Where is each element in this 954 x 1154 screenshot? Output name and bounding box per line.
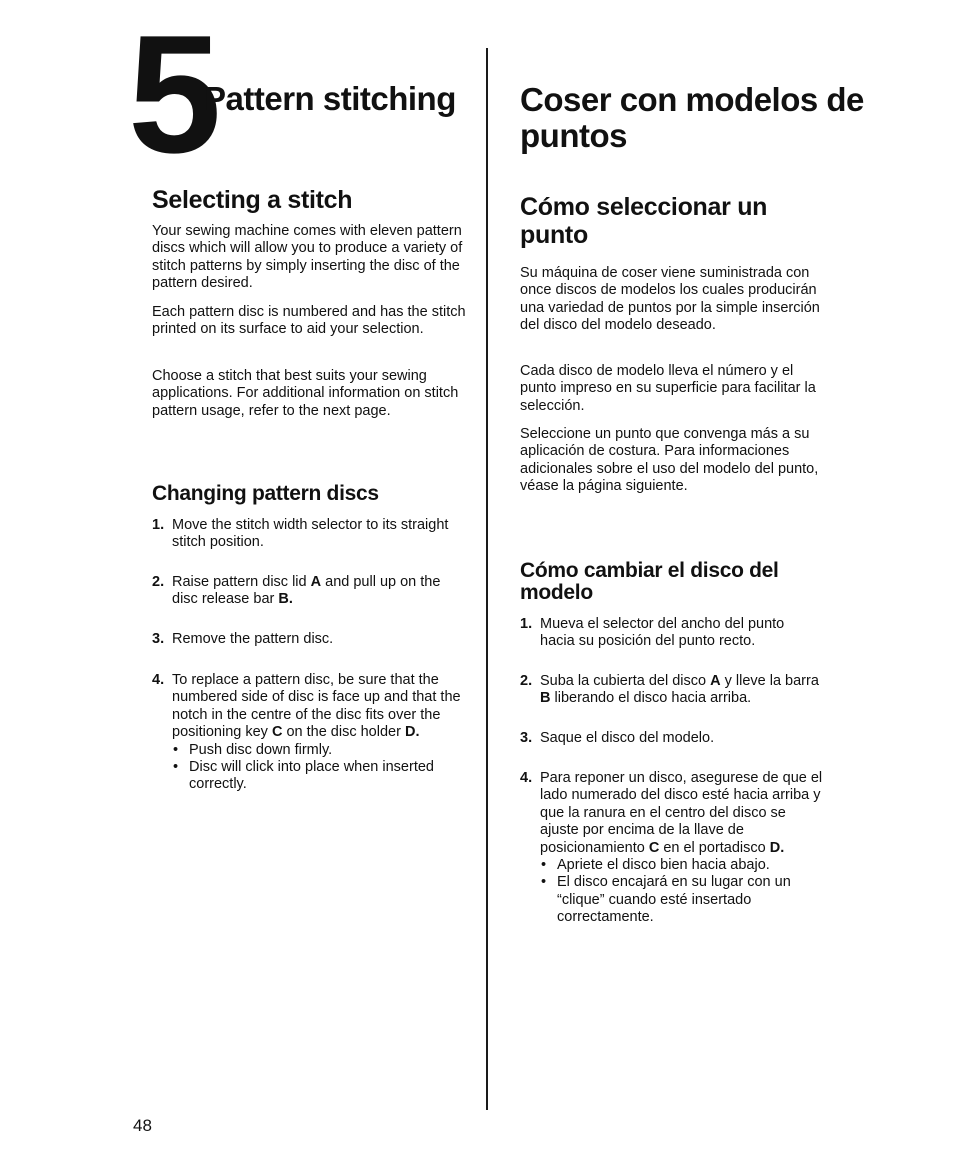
section-heading-selecting: Selecting a stitch	[152, 186, 353, 214]
paragraph: Your sewing machine comes with eleven pattern discs which will allow you to produce a variety of stitch patterns by simply inserting the disc of the pattern desired.	[152, 223, 463, 292]
chapter-title-spanish: Coser con modelos de puntos	[520, 81, 864, 154]
step-number: 2.	[152, 574, 165, 590]
paragraph: Seleccione un punto que convenga más a su aplicación de costura. Para informaciones adicionales sobre el uso del modelo del punto, véase la página siguiente.	[520, 426, 819, 495]
selecting-section	[152, 186, 472, 214]
section-heading-seleccionar: Cómo seleccionar un punto	[520, 193, 768, 249]
step-text: To replace a pattern disc, be sure that the numbered side of disc is face up and that the notch in the centre of the disc fits over the positioning key C on the disc holder D.	[172, 672, 461, 741]
bullet-item: • El disco encajará en su lugar con un “clique” cuando esté insertado correctamente.	[541, 874, 791, 926]
step-text: Para reponer un disco, asegurese de que el lado numerado del disco esté hacia arriba y que la ranura en el centro del disco se ajuste por encima de la llave de posicionamiento C en el portadisco D.	[540, 770, 823, 856]
chapter-title: Pattern stitching	[204, 80, 456, 117]
page-number: 48	[133, 1116, 152, 1135]
key-label: B	[540, 690, 551, 707]
selecting-paragraph-3	[152, 368, 472, 420]
step-text: Move the stitch width selector to its straight stitch position.	[172, 517, 449, 551]
paso-2	[520, 673, 820, 708]
step-number: 4.	[520, 770, 533, 786]
step-4	[152, 672, 470, 794]
step-2	[152, 574, 470, 609]
step-number: 4.	[152, 672, 165, 688]
step-number: 1.	[520, 616, 533, 632]
paso-3	[520, 730, 820, 747]
cambiar-section	[520, 560, 800, 604]
step-text: Saque el disco del modelo.	[540, 730, 715, 746]
step-text: Suba la cubierta del disco A y lleve la barra B liberando el disco hacia arriba.	[540, 673, 819, 707]
column-divider	[486, 48, 488, 1110]
paragraph: Each pattern disc is numbered and has the stitch printed on its surface to aid your selection.	[152, 304, 466, 338]
section-heading-changing: Changing pattern discs	[152, 482, 379, 505]
step-text: Mueva el selector del ancho del punto hacia su posición del punto recto.	[540, 616, 785, 650]
step-number: 3.	[520, 730, 533, 746]
bullet-item: • Apriete el disco bien hacia abajo.	[541, 857, 770, 874]
step-text: Remove the pattern disc.	[172, 631, 334, 647]
key-label: D	[769, 839, 781, 856]
key-label: C	[271, 724, 283, 741]
selecting-paragraph-2	[152, 304, 472, 339]
paso-4	[520, 770, 825, 927]
chapter-number: 5	[128, 0, 218, 188]
section-heading-cambiar: Cómo cambiar el disco del modelo	[520, 559, 779, 604]
seleccionar-paragraph-3	[520, 426, 840, 496]
step-number: 3.	[152, 631, 165, 647]
step-3	[152, 631, 470, 648]
key-label: A	[310, 574, 322, 590]
seleccionar-section	[520, 193, 820, 249]
seleccionar-paragraph-2	[520, 363, 825, 415]
paragraph: Choose a stitch that best suits your sewing applications. For additional information on stitch pattern usage, refer to the next page.	[152, 368, 459, 419]
step-text: Raise pattern disc lid A and pull up on the disc release bar B.	[172, 574, 441, 608]
step-number: 2.	[520, 673, 533, 689]
step-1	[152, 517, 470, 552]
bullet-item: • Push disc down firmly.	[173, 741, 333, 758]
selecting-paragraph-1	[152, 223, 472, 293]
bullet-item: • Disc will click into place when inserted correctly.	[173, 759, 434, 793]
paragraph: Cada disco de modelo lleva el número y el punto impreso en su superficie para facilitar la selección.	[520, 363, 816, 414]
step-number: 1.	[152, 517, 165, 533]
paragraph: Su máquina de coser viene suministrada con once discos de modelos los cuales producirán una variedad de puntos por la simple inserción del disco del modelo deseado.	[520, 265, 820, 334]
changing-section	[152, 483, 472, 505]
key-label: C	[648, 839, 660, 856]
key-label: D	[404, 724, 416, 741]
seleccionar-paragraph-1	[520, 265, 820, 335]
key-label: A	[710, 673, 721, 689]
paso-1	[520, 616, 820, 651]
key-label: B	[278, 591, 289, 608]
